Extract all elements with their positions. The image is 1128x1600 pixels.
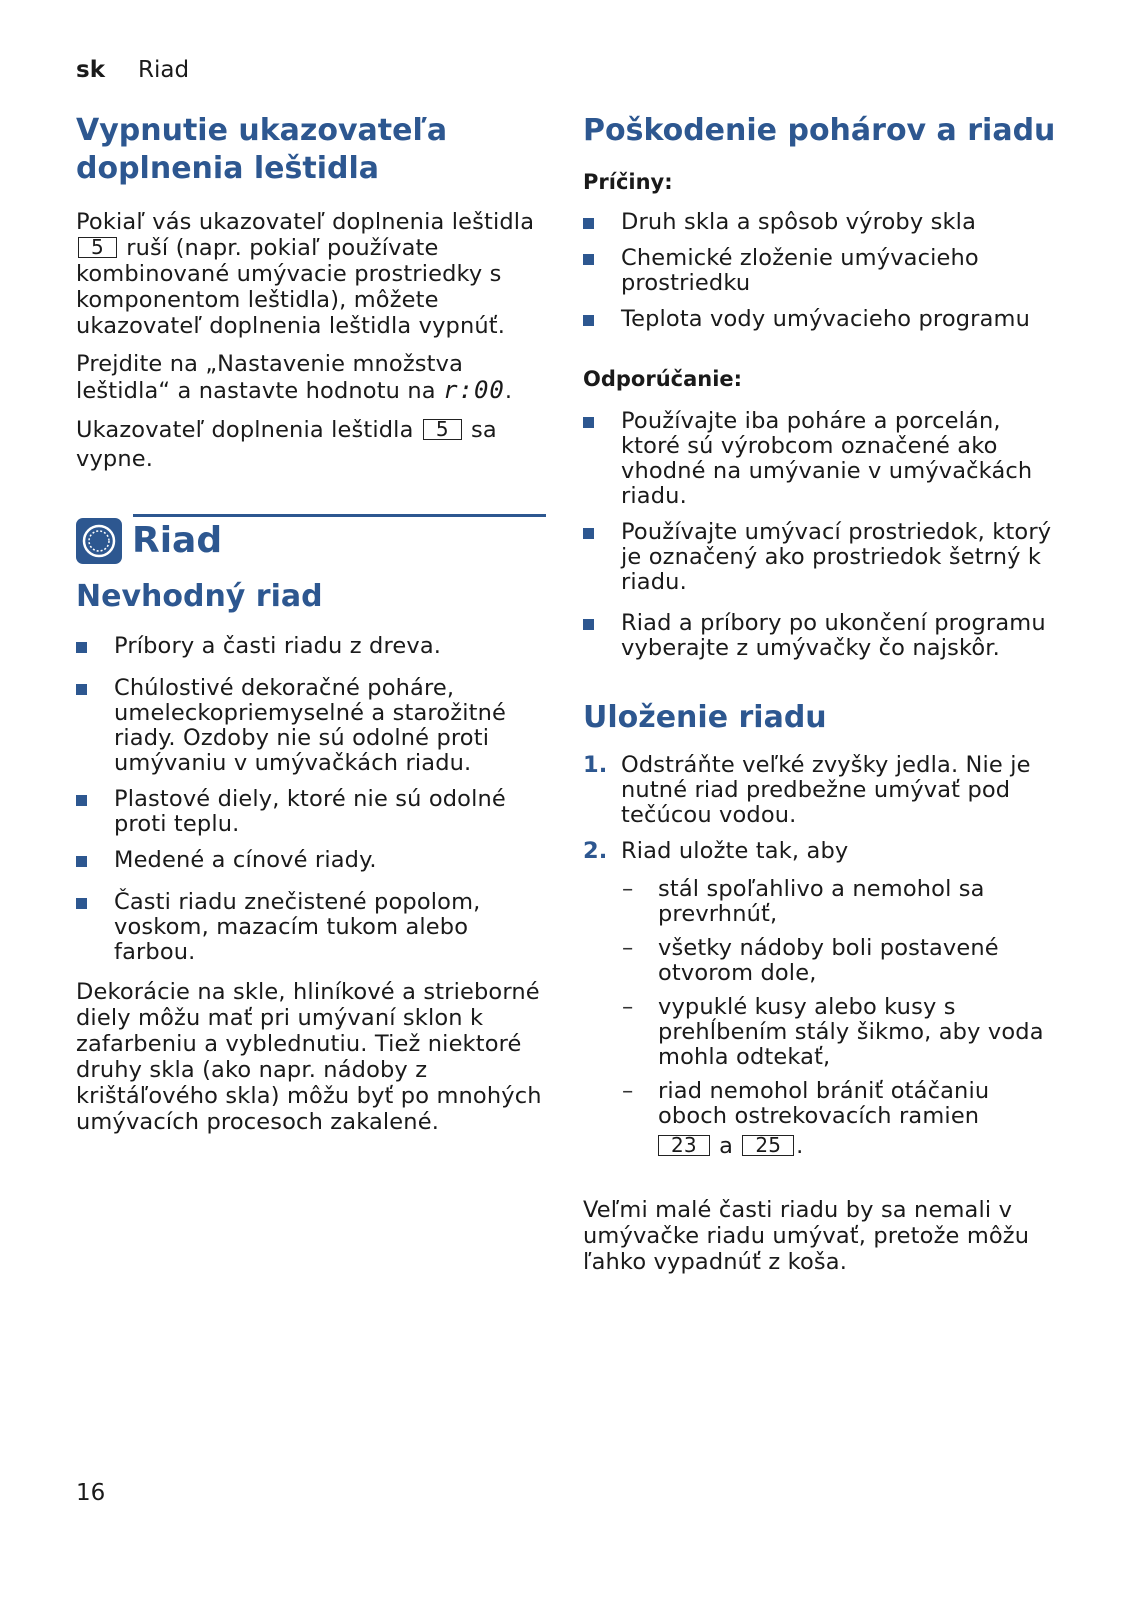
display-symbol-5: 5 xyxy=(78,237,117,258)
square-bullet-icon xyxy=(76,642,87,653)
square-bullet-icon xyxy=(583,528,594,539)
square-bullet-icon xyxy=(76,856,87,867)
step-item: 1. Odstráňte veľké zvyšky jedla. Nie je nutné riad predbežne umývať pod tečúcou vodou. xyxy=(583,752,1031,828)
square-bullet-icon xyxy=(583,218,594,229)
square-bullet-icon xyxy=(76,795,87,806)
section-title-glass-damage: Poškodenie pohárov a riadu xyxy=(583,113,1056,148)
list-item: Chúlostivé dekoračné poháre, umeleckopriemyselné a starožitné riady. Ozdoby nie sú odolné proti umývaniu v umývačkách riadu. xyxy=(76,676,546,776)
paragraph-rinse-aid-1: Pokiaľ vás ukazovateľ doplnenia leštidla 5 ruší (napr. pokiaľ používate kombinované umývacie prostriedky s komponentom leštidla), môžete ukazovateľ doplnenia leštidla vypnúť. xyxy=(76,209,535,339)
list-item: Časti riadu znečistené popolom, voskom, mazacím tukom alebo farbou. xyxy=(76,890,546,965)
causes-list xyxy=(583,210,1058,332)
list-item: Druh skla a spôsob výroby skla xyxy=(583,210,1058,235)
square-bullet-icon xyxy=(76,684,87,695)
dishes-icon xyxy=(76,518,122,564)
square-bullet-icon xyxy=(583,417,594,428)
recommendation-label: Odporúčanie: xyxy=(583,367,743,391)
list-item: Plastové diely, ktoré nie sú odolné proti teplu. xyxy=(76,787,546,837)
left-column xyxy=(76,112,546,1135)
section-title-rinse-aid-off: Vypnutie ukazovateľa doplnenia leštidla xyxy=(76,113,448,186)
part-number-25: 25 xyxy=(742,1135,794,1156)
step-item: 2. Riad uložte tak, aby – stál spoľahlivo a nemohol sa prevrhnúť, – všetky nádoby boli postavené otvorom dole, – vypuklé kusy alebo kusy s prehĺbením stály šikmo, aby voda mohla odtekať, – riad nemohol brániť otáčaniu oboch ostrekovacích ramien 23 a 25 . xyxy=(583,839,1058,1159)
chapter-title: Riad xyxy=(132,520,223,561)
paragraph-small-items-note: Veľmi malé časti riadu by sa nemali v umývačke riadu umývať, pretože môžu ľahko vypadnúť z koša. xyxy=(583,1197,1030,1275)
sub-item: – všetky nádoby boli postavené otvorom dole, xyxy=(622,935,999,986)
header-language: sk xyxy=(76,57,105,83)
riad-section-heading xyxy=(76,514,546,570)
sub-item: – riad nemohol brániť otáčaniu oboch ostrekovacích ramien 23 a 25 . xyxy=(622,1078,990,1159)
sub-item: – stál spoľahlivo a nemohol sa prevrhnúť, xyxy=(622,876,985,927)
header-title: Riad xyxy=(138,57,190,83)
causes-label: Príčiny: xyxy=(583,170,673,194)
square-bullet-icon xyxy=(76,898,87,909)
sub-item: – vypuklé kusy alebo kusy s prehĺbením stály šikmo, aby voda mohla odtekať, xyxy=(622,994,1044,1070)
recommendation-list xyxy=(583,409,1058,661)
square-bullet-icon xyxy=(583,619,594,630)
list-item: Riad a príbory po ukončení programu vyberajte z umývačky čo najskôr. xyxy=(583,611,1058,661)
list-item: Teplota vody umývacieho programu xyxy=(583,307,1058,332)
right-column xyxy=(583,112,1058,1275)
paragraph-decorations: Dekorácie na skle, hliníkové a strieborné diely môžu mať pri umývaní sklon k zafarbeniu a vyblednutiu. Tiež niektoré druhy skla (ako napr. nádoby z krištáľového skla) môžu byť po mnohých umývacích procesoch zakalené. xyxy=(76,979,542,1135)
list-item: Chemické zloženie umývacieho prostriedku xyxy=(583,246,1058,296)
paragraph-rinse-aid-2: Prejdite na „Nastavenie množstva leštidla“ a nastavte hodnotu na r:00. xyxy=(76,351,513,404)
part-number-23: 23 xyxy=(658,1135,710,1156)
section-title-unsuitable-dishes: Nevhodný riad xyxy=(76,579,323,614)
list-item: Používajte umývací prostriedok, ktorý je označený ako prostriedok šetrný k riadu. xyxy=(583,520,1058,595)
list-item: Používajte iba poháre a porcelán, ktoré sú výrobcom označené ako vhodné na umývanie v umývačkách riadu. xyxy=(583,409,1058,509)
square-bullet-icon xyxy=(583,254,594,265)
page-number: 16 xyxy=(76,1480,106,1506)
square-bullet-icon xyxy=(583,315,594,326)
display-value-r00: r:00 xyxy=(443,376,505,404)
list-item: Medené a cínové riady. xyxy=(76,848,546,873)
display-symbol-5: 5 xyxy=(423,419,462,440)
list-item: Príbory a časti riadu z dreva. xyxy=(76,634,546,659)
unsuitable-dishes-list xyxy=(76,634,546,965)
section-title-loading-dishes: Uloženie riadu xyxy=(583,700,827,735)
section-rule xyxy=(133,514,546,517)
loading-substeps xyxy=(620,877,1058,1159)
paragraph-rinse-aid-3: Ukazovateľ doplnenia leštidla 5 sa vypne. xyxy=(76,417,497,472)
loading-steps xyxy=(583,753,1058,1159)
